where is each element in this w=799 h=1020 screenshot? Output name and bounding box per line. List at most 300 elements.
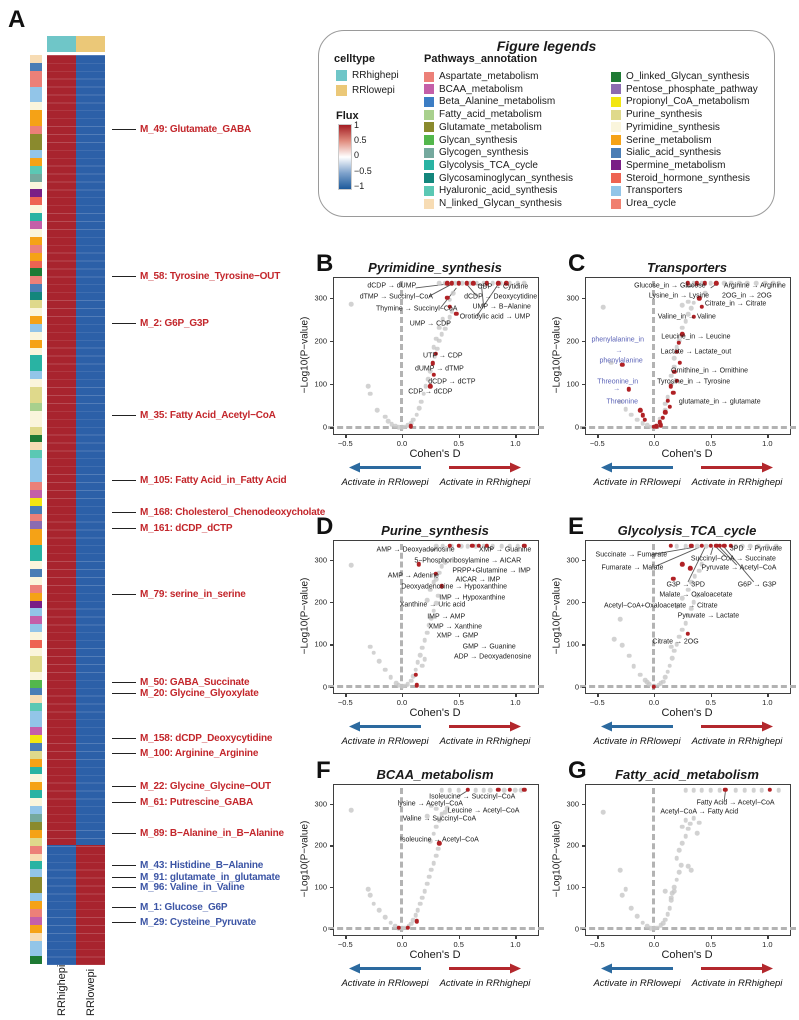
- reaction-label: IMP → AMP: [427, 613, 466, 621]
- y-axis-label: −Log10(P−value): [299, 316, 311, 394]
- x-axis-tick: [515, 693, 516, 697]
- module-label: [112, 507, 325, 518]
- panel-letter-e: E: [568, 513, 585, 540]
- data-point-gray: [669, 895, 674, 900]
- x-axis-tick: [459, 935, 460, 939]
- pathway-label: O_linked_Glycan_synthesis: [626, 71, 750, 82]
- annotation-cell: [30, 348, 42, 356]
- x-tick-label: 0.5: [453, 439, 464, 448]
- annotation-cell: [30, 118, 42, 126]
- module-label: [112, 124, 251, 135]
- y-tick-label: 100: [566, 882, 579, 892]
- flux-tick-label: 0.5: [354, 135, 367, 146]
- pathway-label: BCAA_metabolism: [439, 83, 523, 95]
- data-point-gray: [623, 887, 628, 892]
- module-label-text: M_96: Valine_in_Valine: [140, 882, 245, 893]
- x-axis-tick: [402, 434, 403, 438]
- reaction-label: Lysine_in → Lysine: [648, 292, 710, 300]
- flux-colorbar: [338, 124, 352, 190]
- direction-arrows: [333, 461, 537, 474]
- annotation-cell: [30, 205, 42, 213]
- annotation-cell: [30, 688, 42, 696]
- data-point-gray: [708, 281, 713, 286]
- data-point-gray: [683, 788, 688, 793]
- pathway-legend-item: [424, 160, 538, 171]
- pathway-annotation-strip: [30, 55, 42, 965]
- pathway-legend-item: [611, 84, 758, 95]
- reaction-label: dTMP → Succinyl−CoA: [359, 293, 433, 301]
- data-point-gray: [686, 300, 691, 305]
- annotation-cell: [30, 102, 42, 110]
- annotation-cell: [30, 521, 42, 529]
- annotation-cell: [30, 324, 42, 332]
- reaction-label: PRPP+Glutamine → IMP: [452, 567, 531, 575]
- y-tick-label: 0: [574, 924, 579, 934]
- y-tick-label: 100: [566, 379, 579, 389]
- annotation-cell: [30, 142, 42, 150]
- annotation-cell: [30, 395, 42, 403]
- pathway-swatch: [611, 160, 621, 170]
- pathway-label: Pentose_phosphate_pathway: [626, 83, 758, 95]
- x-axis-tick: [597, 434, 598, 438]
- pathway-label: Aspartate_metabolism: [439, 71, 539, 82]
- y-axis-tick: [330, 644, 334, 645]
- pathway-label: Glycosaminoglycan_synthesis: [439, 172, 573, 184]
- annotation-cell: [30, 474, 42, 482]
- annotation-cell: [30, 711, 42, 719]
- annotation-cell: [30, 276, 42, 284]
- annotation-cell: [30, 767, 42, 775]
- y-tick-label: 0: [322, 682, 327, 692]
- activate-right-label: Activate in RRhighepi: [439, 978, 531, 989]
- annotation-cell: [30, 569, 42, 577]
- x-axis-tick: [654, 434, 655, 438]
- annotation-cell: [30, 901, 42, 909]
- module-label: [112, 318, 209, 329]
- reaction-label: Deoxyadenosine → Hypoxanthine: [401, 583, 508, 591]
- reaction-label: Malate → Oxaloacetate: [659, 591, 733, 599]
- annotation-cell: [30, 727, 42, 735]
- annotation-cell: [30, 529, 42, 537]
- data-point-gray: [443, 810, 448, 815]
- annotation-cell: [30, 427, 42, 435]
- annotation-cell: [30, 442, 42, 450]
- annotation-cell: [30, 719, 42, 727]
- label-connector-line: [112, 415, 136, 417]
- data-point-gray: [349, 563, 354, 568]
- data-point-gray: [447, 315, 452, 320]
- reaction-label: ADP → Deoxyadenosine: [454, 652, 532, 660]
- pathway-legend-item: [424, 185, 557, 196]
- data-point-gray: [668, 906, 673, 911]
- module-label-text: M_49: Glutamate_GABA: [140, 124, 252, 135]
- annotation-cell: [30, 695, 42, 703]
- data-point-gray: [456, 788, 461, 793]
- pathway-swatch: [424, 148, 434, 158]
- pathway-legend-item: [611, 198, 676, 209]
- annotation-cell: [30, 814, 42, 822]
- data-point-gray: [620, 643, 625, 648]
- celltype-legend-item: [336, 70, 399, 81]
- data-point-gray: [691, 300, 696, 305]
- activate-left-label: Activate in RRlowepi: [593, 477, 681, 488]
- reaction-label: Arginine → Arginine: [723, 282, 786, 290]
- y-tick-label: 300: [566, 799, 579, 809]
- module-label-text: M_50: GABA_Succinate: [140, 677, 250, 688]
- data-point-gray: [349, 302, 354, 307]
- module-label-text: M_61: Putrescine_GABA: [140, 797, 254, 808]
- direction-arrows: [333, 720, 537, 733]
- x-axis-label: Cohen's D: [409, 707, 461, 719]
- data-point-gray: [717, 788, 722, 793]
- annotation-cell: [30, 869, 42, 877]
- annotation-cell: [30, 379, 42, 387]
- module-label-text: M_1: Glucose_G6P: [140, 902, 228, 913]
- data-point-gray: [425, 881, 430, 886]
- pathway-swatch: [611, 148, 621, 158]
- data-point-gray: [683, 544, 688, 549]
- reaction-label: IMP → Hypoxanthine: [439, 593, 506, 601]
- data-point-gray: [481, 788, 486, 793]
- pathway-label: Sialic_acid_synthesis: [626, 147, 722, 159]
- data-point-gray: [665, 912, 670, 917]
- direction-arrows: [585, 962, 789, 975]
- module-label: [112, 882, 245, 893]
- pathway-swatch: [611, 199, 621, 209]
- data-point-gray: [427, 874, 432, 879]
- label-connector-line: [112, 682, 136, 684]
- panel-letter-f: F: [316, 757, 331, 784]
- y-axis-label: −Log10(P−value): [299, 820, 311, 898]
- data-point-gray: [416, 908, 421, 913]
- annotation-cell: [30, 506, 42, 514]
- annotation-cell: [30, 95, 42, 103]
- y-tick-label: 300: [314, 293, 327, 302]
- pathway-swatch: [424, 122, 434, 132]
- figure-legend-box: [318, 30, 775, 217]
- pathway-swatch: [424, 199, 434, 209]
- heatmap-column: [47, 55, 76, 965]
- reaction-label: XMP → Guanine: [478, 546, 532, 554]
- x-tick-label: 0.0: [648, 698, 660, 707]
- data-point-gray: [697, 820, 702, 825]
- annotation-cell: [30, 71, 42, 79]
- pathway-label: Glycolysis_TCA_cycle: [439, 159, 538, 171]
- annotation-cell: [30, 316, 42, 324]
- y-axis-tick: [330, 384, 334, 385]
- reaction-label: Succinyl−CoA → Succinate: [690, 554, 776, 562]
- reaction-label: dCDP → dCTP: [428, 378, 476, 386]
- label-connector-line: [112, 887, 136, 889]
- x-axis-tick: [515, 935, 516, 939]
- module-label: [112, 797, 253, 808]
- data-point-gray: [674, 877, 679, 882]
- annotation-cell: [30, 830, 42, 838]
- pathway-legend-item: [424, 96, 555, 107]
- volcano-plot-area: [566, 277, 791, 448]
- module-label: [112, 828, 284, 839]
- data-point-gray: [377, 908, 382, 913]
- data-point-gray: [751, 788, 756, 793]
- reaction-label: Thymine → Succinyl−CoA: [375, 305, 458, 312]
- y-axis-tick: [330, 929, 334, 930]
- y-axis-tick: [330, 602, 334, 603]
- module-label: [112, 410, 276, 421]
- module-label: [112, 917, 256, 928]
- volcano-plot-area: [566, 540, 791, 707]
- activate-right-label: Activate in RRhighepi: [691, 736, 783, 747]
- pathway-label: Serine_metabolism: [626, 134, 712, 146]
- reaction-label: Acetyl−CoA+Oxaloacetate → Citrate: [603, 601, 718, 609]
- pathway-swatch: [611, 84, 621, 94]
- annotation-cell: [30, 371, 42, 379]
- data-point-gray: [383, 915, 388, 920]
- data-point-gray: [349, 808, 354, 813]
- reaction-label: Isoleucine → Succinyl−CoA: [429, 793, 516, 801]
- module-label-text: M_43: Histidine_B−Alanine: [140, 860, 264, 871]
- heatmap-row-lines: [76, 55, 105, 965]
- data-point-gray: [680, 303, 685, 308]
- flux-tick-label: 1: [354, 120, 360, 130]
- annotation-cell: [30, 632, 42, 640]
- reaction-label: Orotidylic acid → UMP: [459, 313, 531, 321]
- data-point-gray: [623, 407, 628, 412]
- data-point-gray: [620, 893, 625, 898]
- data-point-gray: [659, 681, 664, 686]
- y-tick-label: 300: [566, 293, 579, 302]
- annotation-cell: [30, 648, 42, 656]
- reaction-label: Glucose_in → Glucose: [634, 282, 706, 290]
- arrow-head: [601, 722, 612, 732]
- pathway-label: Beta_Alanine_metabolism: [439, 96, 556, 108]
- data-point-gray: [692, 574, 697, 579]
- module-label: [112, 589, 246, 600]
- x-axis-tick: [459, 434, 460, 438]
- annotation-cell: [30, 790, 42, 798]
- pathway-legend-item: [611, 185, 682, 196]
- annotation-cell: [30, 189, 42, 197]
- legend-title: Figure legends: [496, 38, 597, 54]
- data-point-gray: [434, 854, 439, 859]
- annotation-cell: [30, 893, 42, 901]
- reaction-label: G6P → G3P: [737, 581, 777, 589]
- reaction-label: AMP → Deoxyadenosine: [376, 546, 455, 554]
- annotation-cell: [30, 110, 42, 118]
- annotation-cell: [30, 917, 42, 925]
- data-point-gray: [513, 788, 518, 793]
- y-axis-tick: [330, 341, 334, 342]
- panel-letter-b: B: [316, 250, 334, 277]
- reaction-label: phenylalanine: [599, 357, 643, 365]
- volcano-plot-area: [566, 784, 791, 949]
- label-connector-line: [112, 833, 136, 835]
- annotation-cell: [30, 703, 42, 711]
- x-axis-tick: [654, 935, 655, 939]
- reaction-label: Fumarate → Malate: [601, 563, 664, 571]
- data-point-gray: [759, 788, 764, 793]
- annotation-cell: [30, 798, 42, 806]
- pathway-legend-item: [611, 122, 720, 133]
- annotation-cell: [30, 182, 42, 190]
- annotation-cell: [30, 593, 42, 601]
- annotation-cell: [30, 253, 42, 261]
- data-point-gray: [776, 788, 781, 793]
- data-point-gray: [663, 675, 668, 680]
- x-axis-tick: [767, 434, 768, 438]
- y-tick-label: 200: [314, 336, 327, 346]
- annotation-cell: [30, 150, 42, 158]
- x-axis-label: Cohen's D: [661, 707, 713, 719]
- reaction-label: Leucine → Acetyl−CoA: [447, 807, 520, 815]
- connector-line: [711, 547, 713, 555]
- annotation-cell: [30, 63, 42, 71]
- activate-left-label: Activate in RRlowepi: [341, 978, 429, 989]
- celltype-top-bar: [47, 36, 105, 52]
- x-tick-label: 0.0: [396, 698, 408, 707]
- annotation-cell: [30, 743, 42, 751]
- module-label-text: M_2: G6P_G3P: [140, 318, 209, 329]
- pathway-swatch: [611, 72, 621, 82]
- y-tick-label: 200: [314, 597, 327, 607]
- volcano-title: Glycolysis_TCA_cycle: [617, 523, 757, 538]
- data-point-gray: [413, 667, 418, 672]
- column-label-rrhighepi: RRhighepi: [56, 964, 68, 1016]
- pathway-legend-item: [611, 96, 749, 107]
- annotation-cell: [30, 490, 42, 498]
- celltype-legend-item: [336, 85, 395, 96]
- reaction-label: Valine → Succinyl−CoA: [402, 815, 477, 822]
- y-tick-label: 0: [322, 422, 327, 432]
- data-point-gray: [409, 678, 414, 683]
- pathway-label: Glutamate_metabolism: [439, 121, 542, 133]
- annotation-cell: [30, 482, 42, 490]
- annotation-cell: [30, 450, 42, 458]
- annotation-cell: [30, 340, 42, 348]
- arrow-head: [601, 463, 612, 473]
- label-connector-line: [112, 907, 136, 909]
- annotation-cell: [30, 846, 42, 854]
- y-axis-tick: [330, 298, 334, 299]
- pathway-legend-item: [424, 147, 529, 158]
- volcano-title: BCAA_metabolism: [376, 767, 494, 782]
- pathway-legend-item: [611, 71, 749, 82]
- x-axis-tick: [402, 935, 403, 939]
- annotation-cell: [30, 403, 42, 411]
- label-connector-line: [112, 802, 136, 804]
- activate-left-label: Activate in RRlowepi: [341, 736, 429, 747]
- pathway-swatch: [424, 135, 434, 145]
- label-connector-line: [112, 528, 136, 530]
- celltype-swatch: [336, 85, 347, 96]
- pathway-label: Fatty_acid_metabolism: [439, 109, 542, 121]
- label-connector-line: [112, 512, 136, 514]
- annotation-cell: [30, 672, 42, 680]
- reaction-label: XMP → GMP: [436, 632, 479, 640]
- pathways-header: Pathways_annotation: [424, 53, 538, 65]
- x-axis-tick: [345, 434, 346, 438]
- y-axis-tick: [330, 427, 334, 428]
- reaction-label: Tyrosine_in → Tyrosine: [657, 377, 731, 385]
- annotation-cell: [30, 261, 42, 269]
- annotation-cell: [30, 759, 42, 767]
- annotation-cell: [30, 545, 42, 553]
- label-connector-line: [112, 693, 136, 695]
- annotation-cell: [30, 229, 42, 237]
- y-tick-label: 200: [566, 336, 579, 346]
- label-connector-line: [112, 276, 136, 278]
- data-point-gray: [418, 653, 423, 658]
- volcano-plot-area: [314, 540, 539, 707]
- y-axis-tick: [582, 929, 586, 930]
- y-axis-label: −Log10(P−value): [551, 820, 563, 898]
- x-tick-label: 1.0: [510, 439, 521, 448]
- annotation-cell: [30, 664, 42, 672]
- y-axis-label: −Log10(P−value): [299, 577, 311, 655]
- annotation-cell: [30, 174, 42, 182]
- data-point-gray: [680, 627, 685, 632]
- annotation-cell: [30, 933, 42, 941]
- data-point-gray: [629, 906, 634, 911]
- volcano-title: Pyrimidine_synthesis: [368, 260, 502, 275]
- direction-arrows: [585, 461, 789, 474]
- reaction-label: Succinate → Fumarate: [595, 551, 668, 559]
- data-point-gray: [375, 408, 380, 413]
- x-tick-label: 0.5: [705, 698, 716, 707]
- annotation-cell: [30, 861, 42, 869]
- data-point-gray: [420, 895, 425, 900]
- data-point-gray: [377, 659, 382, 664]
- x-axis-tick: [654, 693, 655, 697]
- x-tick-label: −0.5: [337, 940, 353, 949]
- annotation-cell: [30, 292, 42, 300]
- y-axis-label: −Log10(P−value): [551, 316, 563, 394]
- annotation-cell: [30, 419, 42, 427]
- x-axis-tick: [515, 434, 516, 438]
- data-point-gray: [414, 412, 419, 417]
- arrow-head: [762, 722, 773, 732]
- data-point-gray: [434, 336, 439, 341]
- data-point-gray: [683, 621, 688, 626]
- annotation-cell: [30, 268, 42, 276]
- data-point-gray: [422, 889, 427, 894]
- panel-a-letter: A: [8, 6, 26, 33]
- arrow-head: [349, 463, 360, 473]
- annotation-cell: [30, 332, 42, 340]
- data-point-gray: [431, 345, 436, 350]
- reaction-label: CDP → Cytidine: [477, 283, 529, 291]
- pathway-swatch: [424, 173, 434, 183]
- data-point-gray: [645, 680, 650, 685]
- activate-right-label: Activate in RRhighepi: [691, 477, 783, 488]
- y-axis-tick: [582, 804, 586, 805]
- data-point-gray: [708, 788, 713, 793]
- annotation-cell: [30, 458, 42, 466]
- reaction-label: →: [615, 347, 623, 355]
- y-tick-label: 300: [566, 555, 579, 565]
- y-tick-label: 300: [314, 799, 327, 809]
- panel-letter-d: D: [316, 513, 334, 540]
- data-point-gray: [680, 841, 685, 846]
- annotation-cell: [30, 877, 42, 885]
- data-point-gray: [618, 617, 623, 622]
- module-label: [112, 475, 286, 486]
- reaction-label: dCDP → Deoxycytidine: [464, 293, 538, 301]
- reaction-label: Lactate → Lactate_out: [660, 347, 732, 355]
- data-point-gray: [699, 788, 704, 793]
- pathway-legend-item: [424, 84, 523, 95]
- activate-left-label: Activate in RRlowepi: [593, 736, 681, 747]
- reaction-label: UMP → CDP: [409, 320, 451, 328]
